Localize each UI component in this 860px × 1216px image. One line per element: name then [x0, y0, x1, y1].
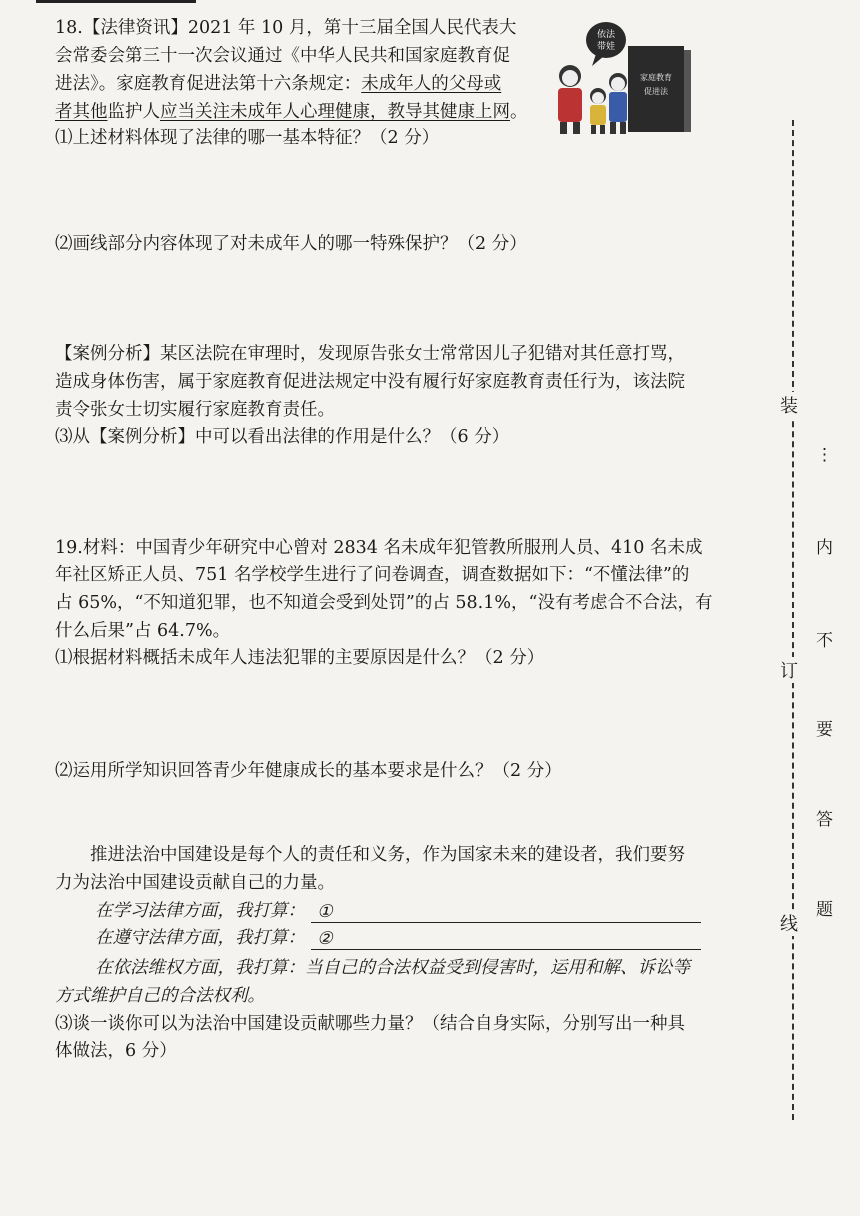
q18-intro-line4-end: 。 [510, 102, 528, 122]
q18-intro-line3 [55, 72, 501, 96]
svg-text:带娃: 带娃 [596, 42, 616, 52]
q19-material-line2: 年社区矫正人员、751 名学校学生进行了问卷调查，调查数据如下：“不懂法律”的 [55, 565, 690, 585]
binding-dashed-line [792, 120, 794, 1120]
q18-intro-line4 [55, 100, 528, 124]
q19-sub3-line2: 体做法，6 分） [55, 1041, 177, 1061]
side-notice-char: 内 [816, 538, 833, 558]
q18-intro-line4-mid: 监护人 [107, 102, 160, 122]
q18-sub3: ⑶从【案例分析】中可以看出法律的作用是什么？（6 分） [55, 427, 510, 447]
plan2-label: 在遵守法律方面，我打算： [95, 928, 305, 948]
q18-case-line3: 责令张女士切实履行家庭教育责任。 [55, 400, 335, 420]
top-rule [36, 0, 196, 3]
q18-intro-line1: 18.【法律资讯】2021 年 10 月，第十三届全国人民代表大 [55, 18, 517, 38]
binding-char-xian: 线 [780, 910, 798, 936]
q19-plan3-line2: 方式维护自己的合法权利。 [55, 986, 265, 1006]
q19-material-line1: 19.材料：中国青少年研究中心曾对 2834 名未成年犯管教所服刑人员、410 名未成 [55, 538, 703, 558]
q18-underlined-text: 未成年人的父母或 [361, 74, 502, 94]
q18-sub2: ⑵画线部分内容体现了对未成年人的哪一特殊保护？（2 分） [55, 234, 527, 254]
q19-plan1 [95, 899, 701, 923]
plan1-circled-number: ① [317, 902, 333, 922]
svg-text:依法: 依法 [596, 30, 616, 40]
q18-underlined-text: 者其他 [55, 102, 108, 122]
q18-intro-line3-text: 进法》。家庭教育促进法第十六条规定： [55, 74, 362, 94]
q19-sub1: ⑴根据材料概括未成年人违法犯罪的主要原因是什么？（2 分） [55, 648, 545, 668]
q19-sub2: ⑵运用所学知识回答青少年健康成长的基本要求是什么？（2 分） [55, 761, 562, 781]
plan2-circled-number: ② [317, 929, 333, 949]
q19-plan2 [95, 926, 701, 950]
binding-char-ding: 订 [780, 657, 798, 683]
book-title-line2: 促进法 [644, 87, 668, 96]
q18-sub1: ⑴上述材料体现了法律的哪一基本特征？（2 分） [55, 128, 440, 148]
q18-case-line2: 造成身体伤害，属于家庭教育促进法规定中没有履行好家庭教育责任行为，该法院 [55, 372, 685, 392]
binding-char-zhuang: 装 [780, 392, 798, 418]
q19-material-line3: 占 65%，“不知道犯罪，也不知道会受到处罚”的占 58.1%，“没有考虑合不合法，有 [55, 593, 713, 613]
plan2-answer-blank[interactable] [311, 927, 701, 950]
q19-paragraph-line2: 力为法治中国建设贡献自己的力量。 [55, 873, 335, 893]
side-notice-char: 题 [816, 900, 833, 920]
q19-material-line4: 什么后果”占 64.7%。 [55, 621, 231, 641]
binding-dots: ⋮ [816, 445, 833, 465]
q18-case-line1: 【案例分析】某区法院在审理时，发现原告张女士常常因儿子犯错对其任意打骂， [55, 344, 685, 364]
q18-underlined-text: 应当关注未成年人心理健康，教导其健康上网 [160, 102, 510, 122]
side-notice-char: 不 [816, 631, 833, 651]
q19-sub3-line1: ⑶谈一谈你可以为法治中国建设贡献哪些力量？（结合自身实际，分别写出一种具 [55, 1014, 685, 1034]
q19-paragraph-line1: 推进法治中国建设是每个人的责任和义务，作为国家未来的建设者，我们要努 [90, 845, 685, 865]
family-education-cartoon [548, 18, 700, 136]
side-notice-char: 要 [816, 720, 833, 740]
plan1-answer-blank[interactable] [311, 900, 701, 923]
book-title-line1: 家庭教育 [640, 73, 672, 82]
side-notice-char: 答 [816, 810, 833, 830]
q19-plan3-line1: 在依法维权方面，我打算：当自己的合法权益受到侵害时，运用和解、诉讼等 [95, 958, 690, 978]
plan1-label: 在学习法律方面，我打算： [95, 901, 305, 921]
q18-intro-line2: 会常委会第三十一次会议通过《中华人民共和国家庭教育促 [55, 46, 510, 66]
speech-bubble-icon [586, 22, 626, 58]
